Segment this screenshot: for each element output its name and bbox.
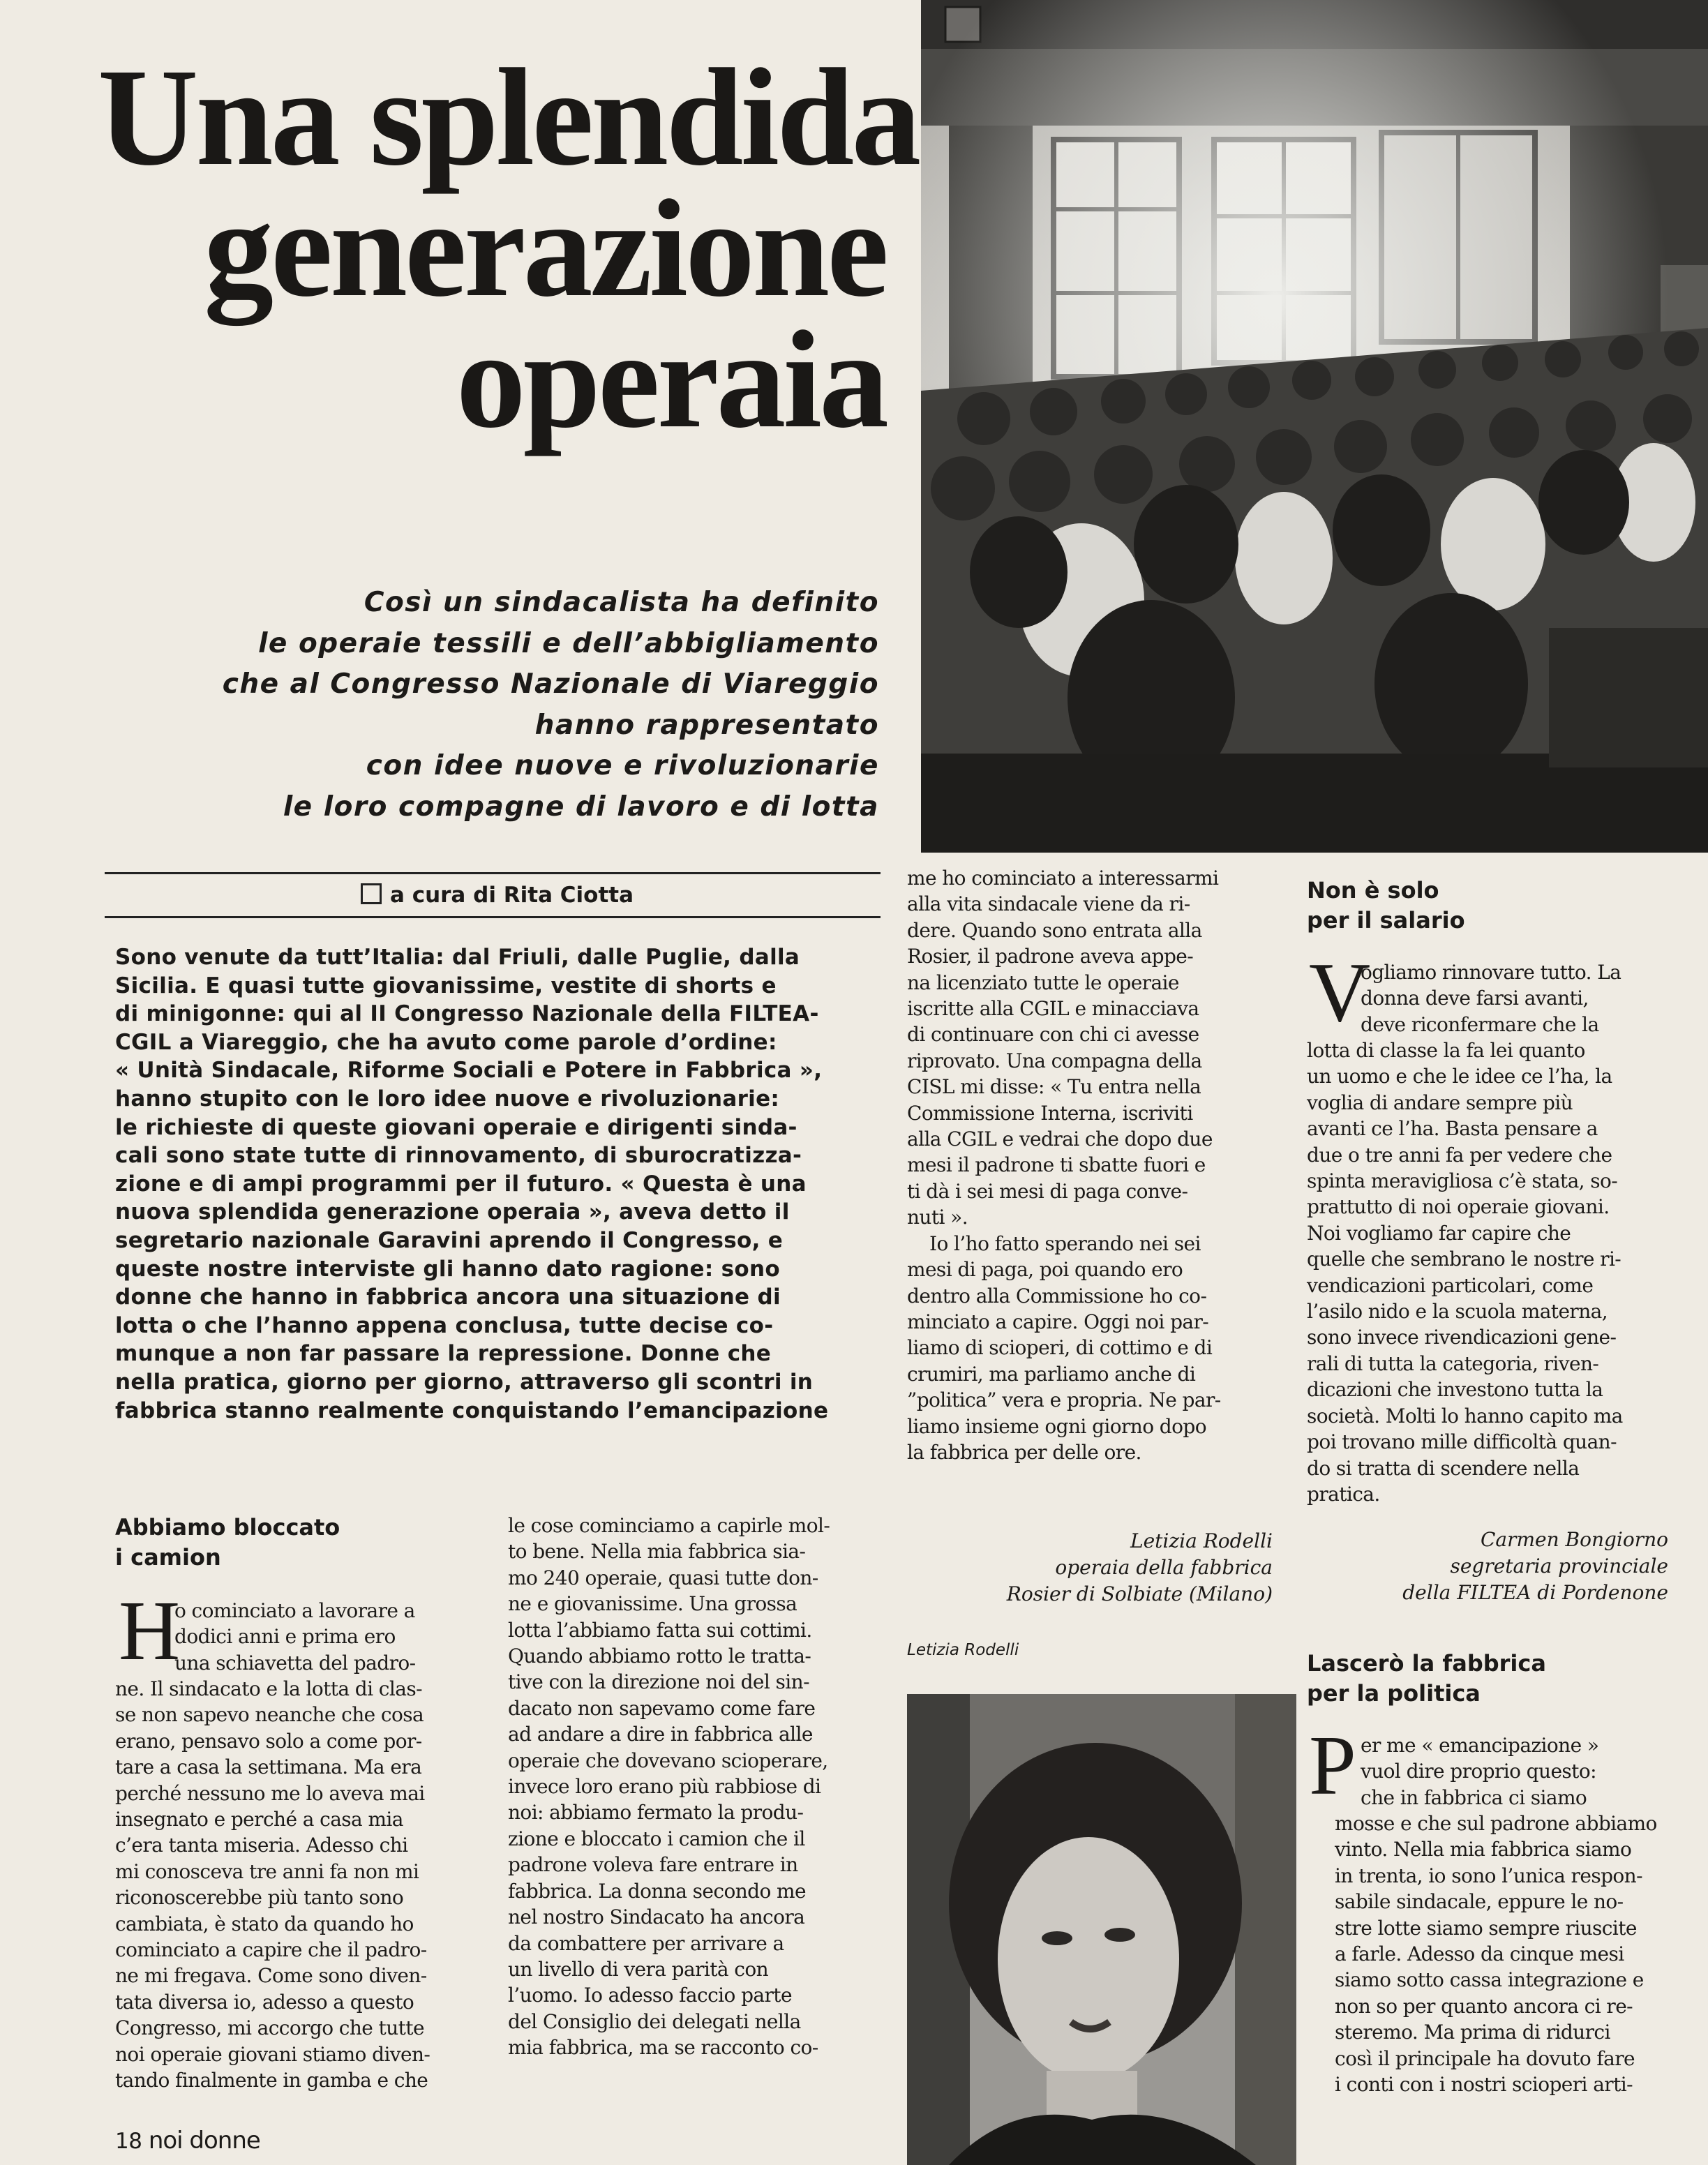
heading-line: per la politica: [1307, 1680, 1481, 1707]
portrait-photo-letizia: [907, 1694, 1296, 2165]
text-line: padrone voleva fare entrare in: [508, 1853, 798, 1877]
heading-line: Abbiamo bloccato: [115, 1514, 340, 1541]
text-line: che in fabbrica ci siamo: [1361, 1785, 1587, 1809]
lead-line: nuova splendida generazione operaia », aveva detto il: [115, 1199, 790, 1225]
lead-line: munque a non far passare la repressione. Donne che: [115, 1341, 772, 1367]
column-1-cap-lines: [174, 1598, 488, 1676]
signature-line: della FILTEA di Pordenone: [1402, 1581, 1668, 1604]
text-line: ad andare a dire in fabbrica alle: [508, 1723, 813, 1746]
text-line: vinto. Nella mia fabbrica siamo: [1335, 1838, 1632, 1861]
text-line: c’era tanta miseria. Adesso chi: [115, 1834, 408, 1857]
section3-cap-lines: [1361, 1732, 1671, 1811]
lead-line: zione e di ampi programmi per il futuro. « Questa è una: [115, 1171, 807, 1197]
headline-line: generazione: [204, 172, 886, 326]
page-number: 18: [115, 2129, 142, 2154]
text-line: minciato a capire. Oggi noi par-: [907, 1310, 1209, 1333]
congress-hall-photo: [921, 0, 1708, 853]
text-line: do si tratta di scendere nella: [1307, 1456, 1580, 1480]
text-line: i conti con i nostri scioperi arti-: [1335, 2073, 1633, 2097]
text-line: alla CGIL e vedrai che dopo due: [907, 1128, 1213, 1151]
lead-line: fabbrica stanno realmente conquistando l’emancipazione: [115, 1398, 829, 1423]
text-line: quelle che sembrano le nostre ri-: [1307, 1248, 1621, 1271]
text-line: lotta l’abbiamo fatta sui cottimi.: [508, 1618, 812, 1642]
text-line: mesi di paga, poi quando ero: [907, 1258, 1183, 1282]
signature-line: segretaria provinciale: [1450, 1555, 1668, 1578]
text-line: tata diversa io, adesso a questo: [115, 1990, 414, 2014]
text-line: voglia di andare sempre più: [1307, 1091, 1573, 1114]
lead-line: lotta o che l’hanno appena conclusa, tutte decise co-: [115, 1312, 774, 1338]
text-line: vuol dire proprio questo:: [1361, 1760, 1596, 1783]
text-line: in trenta, io sono l’unica respon-: [1335, 1864, 1642, 1887]
text-line: stre lotte siamo sempre riuscite: [1335, 1916, 1637, 1940]
lead-line: Sicilia. E quasi tutte giovanissime, vestite di shorts e: [115, 973, 777, 998]
section2-cap-lines: [1361, 959, 1671, 1037]
text-line: così il principale ha dovuto fare: [1335, 2046, 1635, 2070]
text-line: nuti ».: [907, 1206, 968, 1229]
magazine-name: noi donne: [148, 2127, 260, 2155]
text-line: ne. Il sindacato e la lotta di clas-: [115, 1677, 422, 1700]
heading-line: Lascerò la fabbrica: [1307, 1650, 1546, 1677]
text-line: pratica.: [1307, 1482, 1380, 1506]
section-heading-camion: [115, 1513, 340, 1573]
dropcap-h: H: [119, 1584, 181, 1678]
signature-carmen: [1307, 1527, 1668, 1606]
text-line: dere. Quando sono entrata alla: [907, 918, 1202, 942]
signature-line: operaia della fabbrica: [1055, 1556, 1273, 1579]
signature-line: Letizia Rodelli: [1130, 1529, 1273, 1552]
text-line: siamo sotto cassa integrazione e: [1335, 1968, 1644, 1992]
section2-text: [1307, 1037, 1671, 1507]
text-line: ogliamo rinnovare tutto. La: [1361, 961, 1621, 984]
text-line: avanti ce l’ha. Basta pensare a: [1307, 1117, 1598, 1141]
text-line: erano, pensavo solo a come por-: [115, 1729, 422, 1753]
text-line: invece loro erano più rabbiose di: [508, 1775, 821, 1799]
section-heading-politica: [1307, 1649, 1546, 1709]
lead-line: nella pratica, giorno per giorno, attraverso gli scontri in: [115, 1369, 814, 1395]
text-line: o cominciato a lavorare a: [174, 1599, 415, 1622]
text-line: dodici anni e prima ero: [174, 1625, 396, 1649]
headline-line: operaia: [456, 303, 886, 457]
text-line: rali di tutta la categoria, riven-: [1307, 1351, 1599, 1375]
lead-line: Sono venute da tutt’Italia: dal Friuli, dalle Puglie, dalla: [115, 945, 800, 970]
text-line: ”politica” vera e propria. Ne par-: [907, 1388, 1221, 1412]
byline-text: a cura di Rita Ciotta: [389, 883, 634, 908]
lead-line: queste nostre interviste gli hanno dato ragione: sono: [115, 1256, 780, 1282]
lead-line: di minigonne: qui al II Congresso Nazionale della FILTEA-: [115, 1001, 819, 1027]
text-line: noi: abbiamo fermato la produ-: [508, 1801, 804, 1825]
text-line: poi trovano mille difficoltà quan-: [1307, 1430, 1617, 1454]
text-line: CISL mi disse: « Tu entra nella: [907, 1075, 1201, 1099]
text-line: l’uomo. Io adesso faccio parte: [508, 1984, 792, 2007]
lead-line: hanno stupito con le loro idee nuove e rivoluzionarie:: [115, 1086, 780, 1111]
column-1-text: [115, 1676, 488, 2094]
byline-rule-bottom: [105, 916, 881, 918]
lead-line: segretario nazionale Garavini aprendo il Congresso, e: [115, 1227, 784, 1253]
text-line: le cose cominciamo a capirle mol-: [508, 1514, 830, 1537]
text-line: sabile sindacale, eppure le no-: [1335, 1890, 1624, 1914]
text-line: noi operaie giovani stiamo diven-: [115, 2042, 430, 2066]
text-line: riconoscerebbe più tanto sono: [115, 1886, 404, 1910]
text-line: prattutto di noi operaie giovani.: [1307, 1195, 1610, 1219]
lead-line: CGIL a Viareggio, che ha avuto come parole d’ordine:: [115, 1029, 777, 1055]
congress-hall-illustration: [921, 0, 1708, 853]
text-line: due o tre anni fa per vedere che: [1307, 1143, 1612, 1167]
text-line: na licenziato tutte le operaie: [907, 971, 1179, 994]
text-line: me ho cominciato a interessarmi: [907, 867, 1219, 890]
text-line: er me « emancipazione »: [1361, 1734, 1599, 1757]
text-line: società. Molti lo hanno capito ma: [1307, 1404, 1623, 1428]
subtitle-line: hanno rappresentato: [534, 709, 879, 741]
byline: [105, 881, 890, 909]
text-line: cambiata, è stato da quando ho: [115, 1912, 414, 1935]
text-line: to bene. Nella mia fabbrica sia-: [508, 1540, 806, 1564]
text-line: mesi il padrone ti sbatte fuori e: [907, 1153, 1206, 1177]
text-line: liamo insieme ogni giorno dopo: [907, 1414, 1206, 1438]
text-line: ti dà i sei mesi di paga conve-: [907, 1179, 1188, 1203]
text-line: l’asilo nido e la scuola materna,: [1307, 1300, 1608, 1324]
text-line: del Consiglio dei delegati nella: [508, 2009, 801, 2033]
text-line: zione e bloccato i camion che il: [508, 1827, 805, 1850]
text-line: iscritte alla CGIL e minacciava: [907, 997, 1199, 1021]
text-line: spinta meravigliosa c’è stata, so-: [1307, 1169, 1618, 1193]
subtitle-line: con idee nuove e rivoluzionarie: [366, 750, 879, 781]
text-line: deve riconfermare che la: [1361, 1012, 1599, 1036]
heading-line: Non è solo: [1307, 877, 1439, 904]
text-line: Quando abbiamo rotto le tratta-: [508, 1645, 811, 1668]
text-line: Noi vogliamo far capire che: [1307, 1221, 1571, 1245]
text-line: cominciato a capire che il padro-: [115, 1938, 427, 1962]
subtitle-line: le loro compagne di lavoro e di lotta: [283, 791, 879, 823]
headline: [98, 40, 919, 457]
portrait-illustration: [907, 1694, 1296, 2165]
text-line: un uomo e che le idee ce l’ha, la: [1307, 1065, 1612, 1088]
text-line: dentro alla Commissione ho co-: [907, 1284, 1207, 1308]
section-heading-salario: [1307, 876, 1465, 936]
text-line: a farle. Adesso da cinque mesi: [1335, 1942, 1624, 1966]
subtitle-line: Così un sindacalista ha definito: [364, 587, 879, 618]
subtitle-line: che al Congresso Nazionale di Viareggio: [222, 668, 879, 700]
text-line: la fabbrica per delle ore.: [907, 1440, 1141, 1464]
text-line: ne e giovanissime. Una grossa: [508, 1592, 797, 1616]
text-line: liamo di scioperi, di cottimo e di: [907, 1336, 1213, 1360]
text-line: dicazioni che investono tutta la: [1307, 1378, 1603, 1402]
text-line: mia fabbrica, ma se racconto co-: [508, 2036, 818, 2060]
text-line: operaie che dovevano scioperare,: [508, 1748, 828, 1772]
text-line: se non sapevo neanche che cosa: [115, 1703, 424, 1727]
text-line: Rosier, il padrone aveva appe-: [907, 945, 1194, 968]
text-line: un livello di vera parità con: [508, 1957, 769, 1981]
text-line: da combattere per arrivare a: [508, 1931, 784, 1955]
text-line: donna deve farsi avanti,: [1361, 987, 1589, 1010]
text-line: mosse e che sul padrone abbiamo: [1335, 1812, 1657, 1835]
text-line: dacato non sapevamo come fare: [508, 1696, 816, 1720]
text-line: Congresso, mi accorgo che tutte: [115, 2016, 424, 2040]
signature-line: Rosier di Solbiate (Milano): [1006, 1582, 1273, 1605]
text-line: di continuare con chi ci avesse: [907, 1023, 1199, 1047]
text-line: crumiri, ma parliamo anche di: [907, 1362, 1196, 1386]
text-line: sono invece rivendicazioni gene-: [1307, 1326, 1617, 1349]
column-3-text: [907, 865, 1284, 1465]
lead-paragraph: [115, 943, 886, 1425]
heading-line: per il salario: [1307, 907, 1465, 934]
text-line: una schiavetta del padro-: [174, 1651, 416, 1675]
text-line: non so per quanto ancora ci re-: [1335, 1994, 1633, 2018]
text-line: fabbrica. La donna secondo me: [508, 1879, 806, 1903]
text-line: alla vita sindacale viene da ri-: [907, 892, 1190, 916]
text-line: riprovato. Una compagna della: [907, 1049, 1202, 1072]
photo-caption: Letizia Rodelli: [907, 1641, 1019, 1659]
text-line: Io l’ho fatto sperando nei sei: [929, 1231, 1201, 1255]
signature-letizia: [907, 1528, 1273, 1608]
text-line: mo 240 operaie, quasi tutte don-: [508, 1566, 818, 1589]
text-line: ne mi fregava. Come sono diven-: [115, 1964, 427, 1988]
lead-line: « Unità Sindacale, Riforme Sociali e Potere in Fabbrica »,: [115, 1058, 823, 1084]
column-2-text: [508, 1513, 881, 2061]
byline-rule-top: [105, 872, 881, 874]
headline-line: Una splendida: [98, 40, 919, 195]
checkbox-square-icon: [361, 883, 382, 904]
section3-text: [1335, 1811, 1671, 2097]
text-line: tando finalmente in gamba e che: [115, 2069, 428, 2092]
text-line: tive con la direzione noi del sin-: [508, 1670, 809, 1694]
lead-line: le richieste di queste giovani operaie e dirigenti sinda-: [115, 1114, 797, 1140]
text-line: insegnato e perché a casa mia: [115, 1808, 403, 1831]
text-line: mi conosceva tre anni fa non mi: [115, 1859, 419, 1883]
text-line: lotta di classe la fa lei quanto: [1307, 1039, 1585, 1062]
subtitle: [167, 583, 879, 827]
page-footer: [115, 2127, 260, 2155]
text-line: vendicazioni particolari, come: [1307, 1273, 1594, 1297]
text-line: perché nessuno me lo aveva mai: [115, 1781, 425, 1805]
lead-line: donne che hanno in fabbrica ancora una situazione di: [115, 1284, 781, 1310]
heading-line: i camion: [115, 1544, 221, 1571]
text-line: nel nostro Sindacato ha ancora: [508, 1905, 805, 1929]
text-line: tare a casa la settimana. Ma era: [115, 1755, 422, 1779]
dropcap-v: V: [1309, 945, 1371, 1040]
dropcap-p: P: [1309, 1718, 1356, 1813]
subtitle-line: le operaie tessili e dell’abbigliamento: [258, 627, 879, 659]
text-line: Commissione Interna, iscriviti: [907, 1101, 1193, 1125]
text-line: steremo. Ma prima di ridurci: [1335, 2021, 1610, 2044]
lead-line: cali sono state tutte di rinnovamento, di sburocratizza-: [115, 1143, 802, 1169]
signature-line: Carmen Bongiorno: [1480, 1528, 1668, 1551]
